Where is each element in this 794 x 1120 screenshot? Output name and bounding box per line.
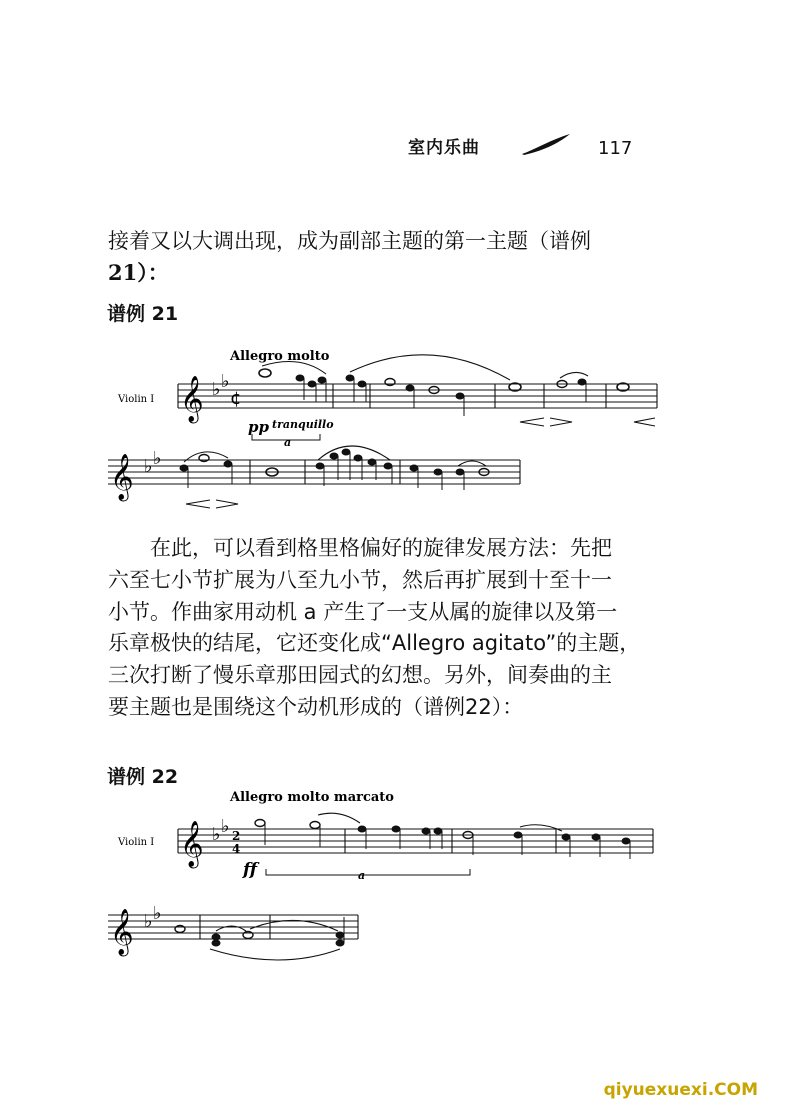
example-22-motive-label: a [358, 869, 366, 882]
example-21-instrument: Violin I [118, 394, 155, 405]
hairpin-icon [186, 500, 238, 508]
time-signature-icon: 4 [232, 842, 241, 856]
example-21-motive-label: a [284, 436, 292, 449]
paragraph-1-line-2: 21）： [108, 260, 169, 285]
example-22-instrument: Violin I [118, 837, 155, 848]
hairpin-icon [520, 418, 655, 426]
page-number: 117 [598, 138, 633, 159]
example-22-dynamic: ff [243, 860, 258, 880]
cut-time-icon: ¢ [230, 388, 242, 409]
paragraph-1-line-1: 接着又以大调出现，成为副部主题的第一主题（谱例 [108, 229, 591, 253]
paragraph-2-line-6: 要主题也是围绕这个动机形成的（谱例22）： [108, 694, 524, 719]
paragraph-2-line-2: 六至七小节扩展为八至九小节，然后再扩展到十至十一 [108, 567, 612, 592]
example-21-notes-1 [259, 369, 629, 416]
example-22-caption: 谱例 22 [107, 766, 179, 788]
flat-icon: ♭ [221, 816, 230, 837]
paragraph-2-line-1: 在此，可以看到格里格偏好的旋律发展方法：先把 [150, 536, 612, 560]
flat-icon: ♭ [144, 456, 153, 477]
example-22-staff-1 [178, 829, 653, 853]
flat-icon: ♭ [153, 448, 162, 469]
example-21-tempo: Allegro molto [230, 349, 330, 364]
quill-icon [520, 132, 572, 156]
time-signature-icon: 2 [232, 829, 241, 843]
example-21-caption: 谱例 21 [107, 303, 179, 325]
running-header-title: 室内乐曲 [408, 138, 480, 158]
watermark: qiyuexuexi.COM [603, 1080, 758, 1100]
paragraph-2-line-5: 三次打断了慢乐章那田园式的幻想。另外，间奏曲的主 [108, 663, 612, 688]
flat-icon: ♭ [212, 824, 221, 845]
example-21-expression: tranquillo [272, 418, 334, 431]
flat-icon: ♭ [144, 911, 153, 932]
example-21-score [100, 340, 680, 520]
treble-clef-icon: 𝄞 [180, 376, 204, 422]
example-22-slurs-2 [210, 920, 340, 960]
treble-clef-icon: 𝄞 [110, 454, 134, 500]
example-21-staff-1 [178, 384, 657, 408]
paragraph-2-line-4: 乐章极快的结尾，它还变化成“Allegro agitato”的主题， [108, 631, 641, 656]
treble-clef-icon: 𝄞 [110, 909, 134, 955]
example-22-tempo: Allegro molto marcato [230, 790, 394, 805]
flat-icon: ♭ [221, 371, 230, 392]
treble-clef-icon: 𝄞 [180, 821, 204, 867]
example-21-dynamic: pp [248, 418, 269, 436]
paragraph-2-line-3: 小节。作曲家用动机 a 产生了一支从属的旋律以及第一 [108, 599, 618, 624]
paragraph-1 [108, 225, 678, 289]
flat-icon: ♭ [212, 379, 221, 400]
paragraph-2 [108, 533, 668, 724]
example-22-score [100, 785, 680, 965]
flat-icon: ♭ [153, 903, 162, 924]
